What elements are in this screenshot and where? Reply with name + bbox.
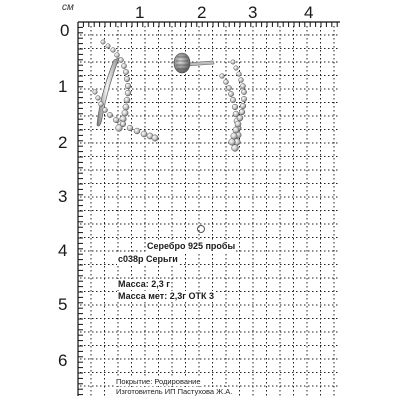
top-scale-0: 0	[60, 21, 70, 40]
bead	[230, 97, 236, 103]
bead	[121, 63, 126, 68]
bead	[125, 83, 131, 89]
coating-info: Покрытие: Родирование	[116, 377, 201, 386]
left-scale-1: 1	[58, 77, 68, 96]
bead	[234, 66, 239, 71]
left-scale-2: 2	[58, 133, 68, 152]
bead	[226, 85, 231, 90]
bead	[127, 125, 133, 131]
bead	[220, 74, 225, 79]
right-earring-back	[174, 53, 190, 73]
left-earring	[93, 40, 159, 141]
product-mass: Масса: 2,3 г	[118, 279, 170, 289]
bead	[233, 127, 239, 133]
bead	[113, 117, 118, 122]
bead	[115, 53, 120, 58]
bead	[96, 96, 101, 101]
bead	[231, 60, 235, 64]
bead	[134, 128, 140, 134]
bead	[141, 131, 147, 137]
bead	[106, 44, 111, 49]
top-scale-3: 3	[248, 3, 258, 22]
bead	[118, 57, 123, 62]
left-scale-4: 4	[58, 241, 68, 260]
bead	[240, 83, 245, 88]
bead	[241, 89, 246, 94]
bead	[152, 135, 158, 141]
bead	[122, 110, 128, 116]
unit-label: см	[62, 2, 74, 13]
bead	[111, 48, 116, 53]
hanging-hole	[198, 226, 205, 233]
bead	[124, 76, 130, 82]
bead	[123, 69, 128, 74]
left-scale-3: 3	[58, 187, 68, 206]
bead	[124, 97, 130, 103]
bead	[224, 80, 229, 85]
right-earring	[174, 53, 247, 151]
bead	[235, 121, 241, 127]
bead	[123, 104, 129, 110]
bead	[229, 139, 236, 146]
bead	[125, 90, 131, 96]
bead	[99, 102, 104, 107]
bead	[101, 40, 105, 44]
top-scale-1: 1	[135, 3, 145, 22]
bead	[239, 78, 244, 83]
bead	[239, 109, 245, 115]
bead	[107, 112, 112, 117]
bead	[232, 104, 238, 110]
left-scale-5: 5	[58, 295, 68, 314]
product-article: с038р Серьги	[118, 254, 178, 264]
bead	[232, 145, 239, 152]
bead	[102, 107, 107, 112]
bead	[93, 90, 98, 95]
bead	[120, 121, 126, 127]
bead	[231, 133, 237, 139]
manufacturer-info: Изготовитель ИП Пастухова Ж.А.	[116, 387, 233, 396]
top-scale-4: 4	[304, 3, 314, 22]
bead	[228, 91, 233, 96]
bead	[237, 115, 243, 121]
product-material: Серебро 925 пробы	[147, 241, 236, 251]
left-scale-6: 6	[58, 351, 68, 370]
bead	[237, 72, 242, 77]
bead	[240, 103, 246, 109]
bead	[241, 96, 246, 101]
product-metal-mass: Масса мет: 2,3г ОТК 3	[118, 291, 214, 301]
top-scale-2: 2	[197, 3, 207, 22]
